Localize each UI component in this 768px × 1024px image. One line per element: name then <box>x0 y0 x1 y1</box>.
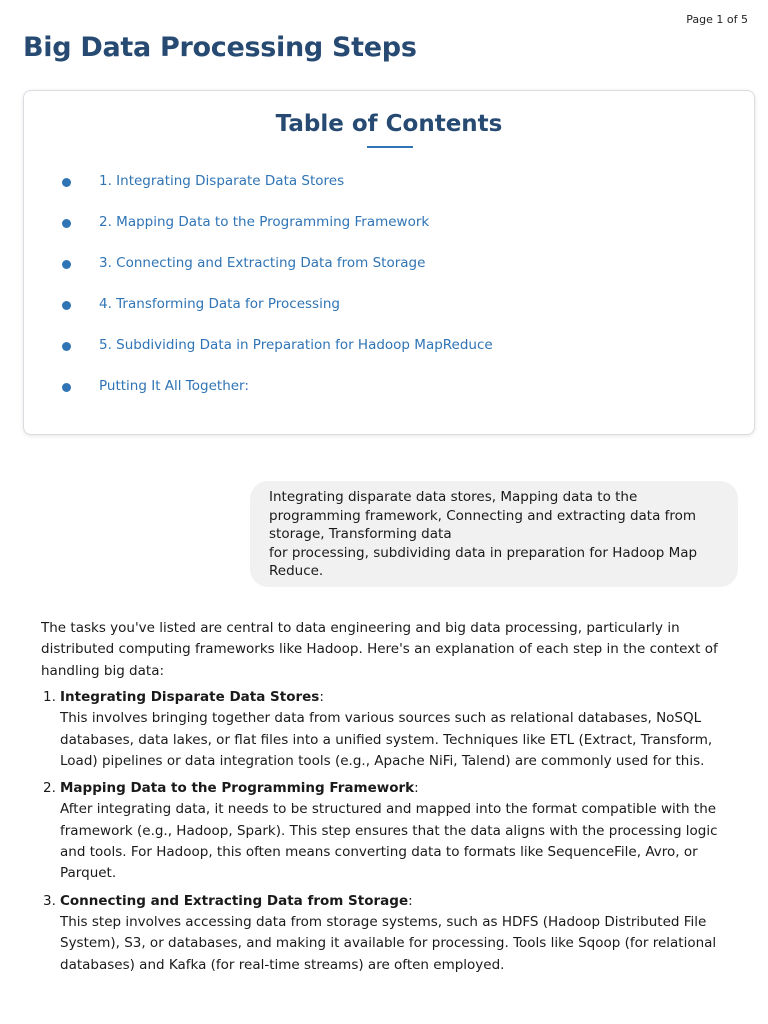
step-number: 2. <box>43 780 56 797</box>
toc-title: Table of Contents <box>275 111 503 137</box>
step-body: This involves bringing together data from various sources such as relational databases, NoSQL databases, data lakes, or flat files into a unified system. Techniques like ETL (Extract, Transform, Load) pipelines or data integration tools (e.g., Apache NiFi, Talend) are commonly used for this. <box>60 710 713 769</box>
toc-link-putting-together[interactable]: Putting It All Together: <box>99 378 249 394</box>
response-intro: The tasks you've listed are central to data engineering and big data processing, particularly in distributed computing frameworks like Hadoop. Here's an explanation of each step in the context of handling big data: <box>41 620 718 679</box>
toc-title-underline <box>367 146 413 148</box>
user-message-line: Integrating disparate data stores, Mapping data to the programming framework, Connecting and extracting data from storage, Transforming data <box>269 489 697 542</box>
step-heading-colon: : <box>319 689 324 705</box>
toc-link-transforming[interactable]: 4. Transforming Data for Processing <box>99 296 340 312</box>
bullet-icon <box>62 301 71 310</box>
toc-item <box>24 255 754 296</box>
step-item <box>41 778 741 884</box>
table-of-contents <box>23 90 755 435</box>
bullet-icon <box>62 219 71 228</box>
toc-item <box>24 214 754 255</box>
bullet-icon <box>62 383 71 392</box>
toc-link-subdividing[interactable]: 5. Subdividing Data in Preparation for Hadoop MapReduce <box>99 337 493 353</box>
toc-link-connecting[interactable]: 3. Connecting and Extracting Data from Storage <box>99 255 426 271</box>
bullet-icon <box>62 178 71 187</box>
steps-list <box>41 687 741 982</box>
step-item <box>41 687 741 772</box>
step-heading-colon: : <box>408 892 413 909</box>
toc-link-mapping[interactable]: 2. Mapping Data to the Programming Framework <box>99 214 430 230</box>
step-heading: Mapping Data to the Programming Framework <box>60 780 415 797</box>
step-heading: Integrating Disparate Data Stores <box>60 689 320 705</box>
step-heading-colon: : <box>414 780 419 797</box>
step-number: 3. <box>43 892 56 909</box>
toc-list <box>24 173 754 419</box>
toc-item <box>24 296 754 337</box>
step-heading: Connecting and Extracting Data from Storage <box>60 892 409 909</box>
step-item <box>41 891 741 976</box>
user-message-line: for processing, subdividing data in preparation for Hadoop Map Reduce. <box>269 544 698 579</box>
page-number: Page 1 of 5 <box>686 13 748 26</box>
bullet-icon <box>62 260 71 269</box>
toc-item <box>24 378 754 419</box>
step-number: 1. <box>43 689 56 705</box>
toc-item <box>24 173 754 214</box>
bullet-icon <box>62 342 71 351</box>
toc-link-integrating[interactable]: 1. Integrating Disparate Data Stores <box>99 173 345 189</box>
document-title: Big Data Processing Steps <box>23 32 417 63</box>
toc-item <box>24 337 754 378</box>
step-body: This step involves accessing data from storage systems, such as HDFS (Hadoop Distributed File System), S3, or databases, and making it available for processing. Tools like Sqoop (for relational databases) and Kafka (for real-time streams) are often employed. <box>60 913 717 973</box>
user-message-bubble <box>250 481 738 587</box>
step-body: After integrating data, it needs to be structured and mapped into the format compatible with the framework (e.g., Hadoop, Spark). This step ensures that the data aligns with the processing logic and tools. For Hadoop, this often means converting data to formats like SequenceFile, Avro, or Parquet. <box>60 801 718 882</box>
